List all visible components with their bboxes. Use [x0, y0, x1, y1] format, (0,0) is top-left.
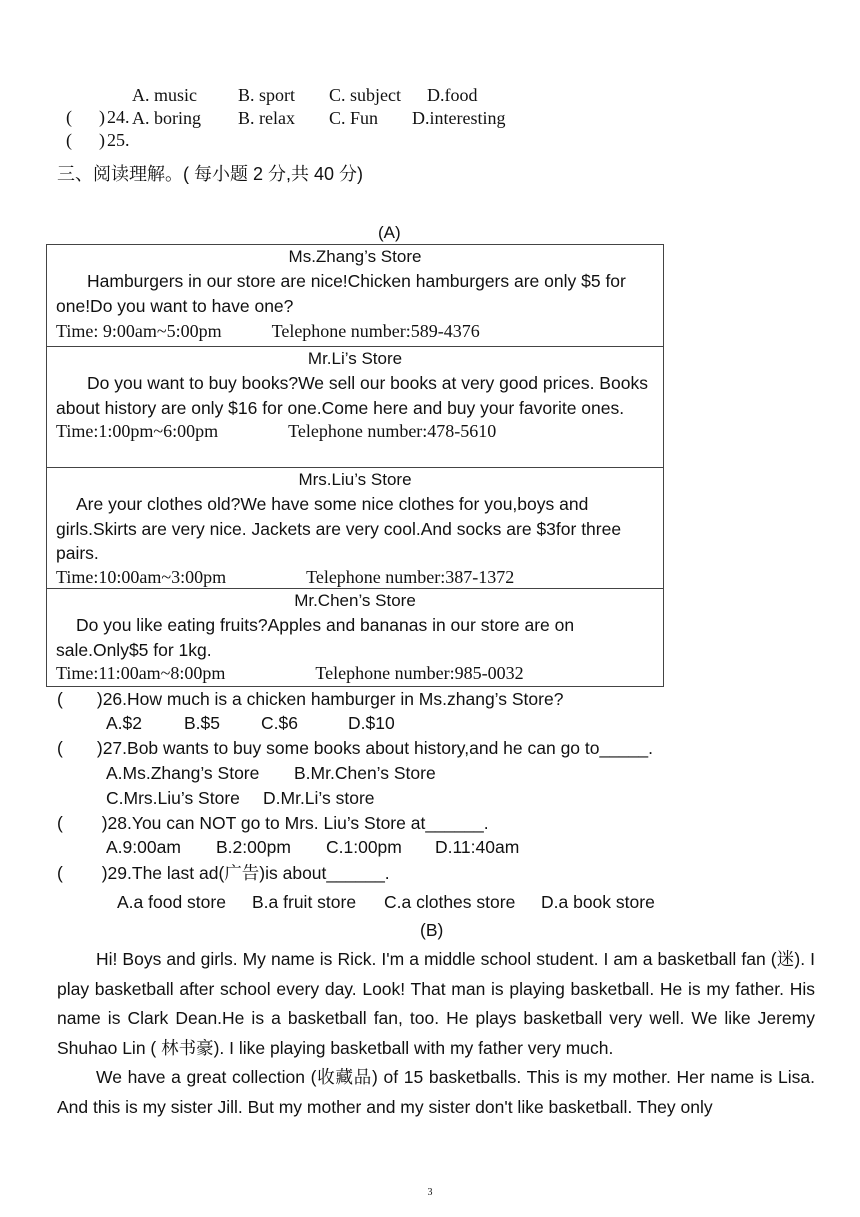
- store-name: Mrs.Liu’s Store: [298, 470, 412, 489]
- store-phone: Telephone number:985-0032: [315, 663, 524, 683]
- option-28-c: C.1:00pm: [326, 837, 402, 857]
- question-number: 25.: [107, 130, 130, 150]
- option-29-a: A.a food store: [117, 892, 226, 912]
- option-24-d: D.food: [427, 85, 478, 105]
- question-28-stem: ( )28.You can NOT go to Mrs. Liu’s Store at______.: [57, 813, 489, 833]
- part-a-label: (A): [378, 223, 401, 242]
- store-cell-zhang: [47, 245, 663, 346]
- passage-b-paragraph-1: Hi! Boys and girls. My name is Rick. I'm a middle school student. I am a basketball fan (迷). I play basketball after school every day. Look! That man is playing basketball. He is my father. His name is Clark Dean.He is a basketball fan, too. He plays basketball very well. We like Jeremy Shuhao Lin ( 林书豪). I like playing basketball with my father very much.: [57, 949, 815, 1058]
- store-name: Ms.Zhang’s Store: [288, 247, 422, 266]
- option-24-c: C. subject: [329, 85, 401, 105]
- passage-b-paragraph-2: We have a great collection (收藏品) of 15 basketballs. This is my mother. Her name is Lisa. And this is my sister Jill. But my mother and my sister don't like basketball. They only: [57, 1067, 815, 1117]
- store-info: [47, 420, 663, 442]
- option-28-d: D.11:40am: [435, 837, 520, 857]
- option-29-c: C.a clothes store: [384, 892, 516, 912]
- option-25-d: D.interesting: [412, 108, 506, 128]
- answer-bracket: ( ): [66, 130, 105, 150]
- store-hours: Time:1:00pm~6:00pm: [56, 421, 219, 441]
- option-29-b: B.a fruit store: [252, 892, 357, 912]
- store-cell-liu: [47, 467, 663, 588]
- store-cell-li: [47, 346, 663, 467]
- store-info: [47, 662, 663, 684]
- store-cell-chen: [47, 588, 663, 686]
- store-description: Do you like eating fruits?Apples and bananas in our store are on sale.Only$5 for 1kg.: [56, 615, 575, 660]
- page-number: 3: [427, 1187, 433, 1198]
- option-27-b: B.Mr.Chen’s Store: [294, 763, 436, 783]
- option-27-c: C.Mrs.Liu’s Store: [106, 788, 240, 808]
- option-28-a: A.9:00am: [106, 837, 181, 857]
- store-hours: Time:10:00am~3:00pm: [56, 566, 227, 587]
- option-27-a: A.Ms.Zhang’s Store: [106, 763, 260, 783]
- store-name: Mr.Li’s Store: [307, 349, 403, 368]
- question-27-stem: ( )27.Bob wants to buy some books about history,and he can go to_____.: [57, 738, 654, 758]
- option-27-d: D.Mr.Li’s store: [263, 788, 375, 808]
- option-29-d: D.a book store: [541, 892, 655, 912]
- option-24-a: A. music: [132, 85, 197, 105]
- option-24-b: B. sport: [238, 85, 296, 105]
- store-name: Mr.Chen’s Store: [294, 591, 416, 610]
- store-hours: Time: 9:00am~5:00pm: [56, 321, 222, 341]
- store-ads-table: [46, 244, 664, 687]
- store-hours: Time:11:00am~8:00pm: [56, 663, 226, 683]
- option-25-b: B. relax: [238, 108, 295, 128]
- option-25-a: A. boring: [132, 108, 201, 128]
- store-info: [47, 566, 663, 588]
- option-26-b: B.$5: [184, 713, 220, 733]
- store-phone: Telephone number:478-5610: [288, 421, 497, 441]
- option-26-a: A.$2: [106, 713, 142, 733]
- store-description: Hamburgers in our store are nice!Chicken hamburgers are only $5 for one!Do you want to have one?: [56, 271, 626, 316]
- question-number: 24.: [107, 107, 130, 127]
- question-25: [57, 107, 130, 151]
- part-b-label: (B): [420, 920, 444, 940]
- answer-bracket: ( ): [66, 107, 105, 127]
- section-title: 三、阅读理解。( 每小题 2 分,共 40 分): [57, 164, 364, 184]
- store-info: [47, 319, 663, 343]
- option-28-b: B.2:00pm: [216, 837, 291, 857]
- question-26-stem: ( )26.How much is a chicken hamburger in Ms.zhang’s Store?: [57, 689, 564, 709]
- question-29-stem: ( )29.The last ad(广告)is about______.: [57, 863, 390, 883]
- option-25-c: C. Fun: [329, 108, 379, 128]
- store-phone: Telephone number:387-1372: [306, 566, 515, 587]
- option-26-d: D.$10: [348, 713, 395, 733]
- store-description: Do you want to buy books?We sell our books at very good prices. Books about history are only $16 for one.Come here and buy your favorite ones.: [56, 373, 648, 418]
- store-phone: Telephone number:589-4376: [271, 321, 480, 341]
- store-description: Are your clothes old?We have some nice clothes for you,boys and girls.Skirts are very nice. Jackets are very cool.And socks are $3for three pairs.: [56, 494, 622, 563]
- option-26-c: C.$6: [261, 713, 298, 733]
